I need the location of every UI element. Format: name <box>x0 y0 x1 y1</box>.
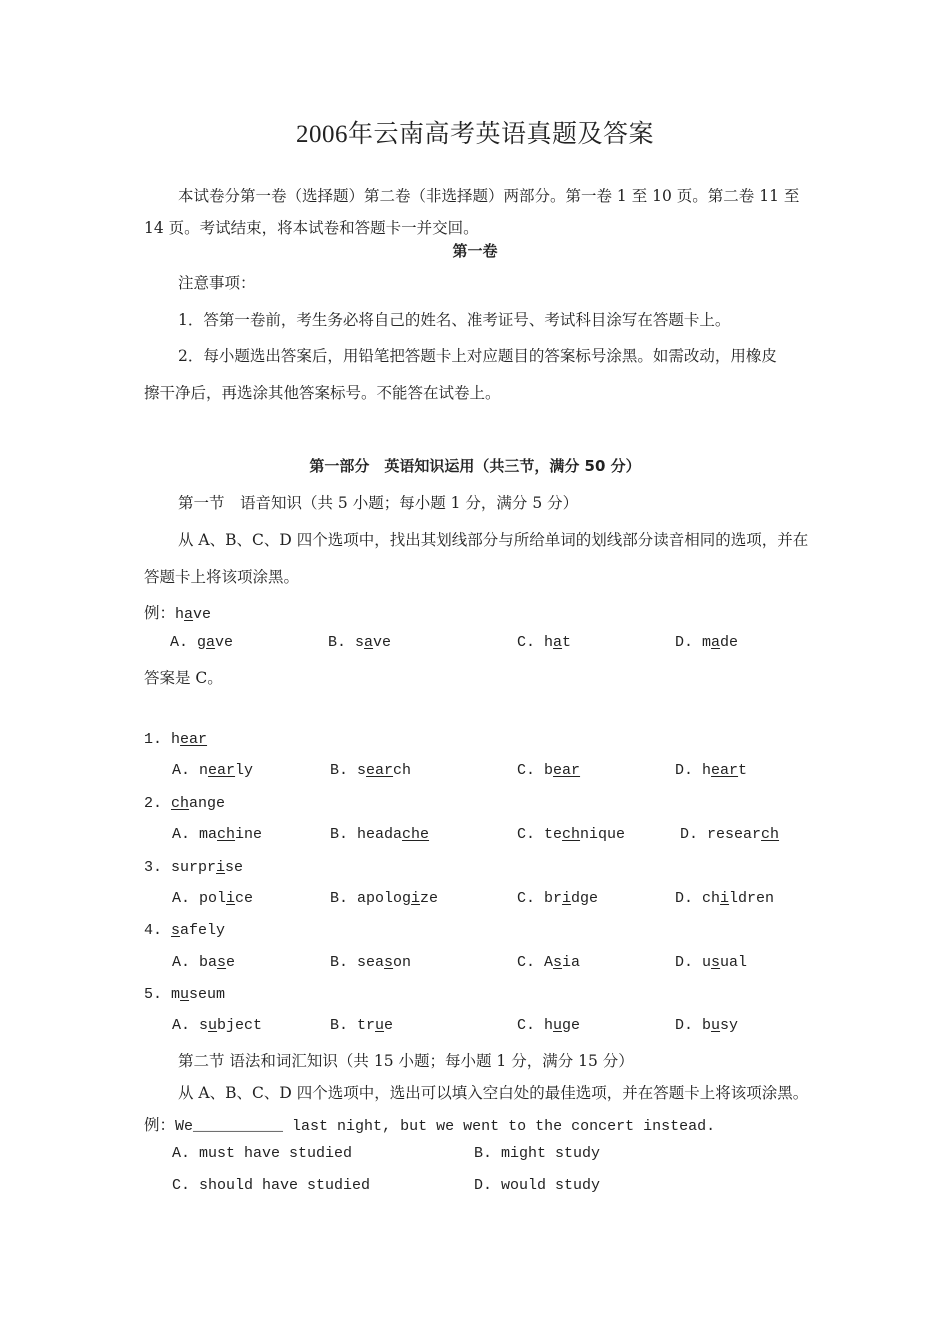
s2-option-b: B. might study <box>474 1145 601 1162</box>
question-1-word: 1. hear <box>144 731 208 748</box>
notes-heading: 注意事项： <box>178 274 256 292</box>
q5-option-c: C. huge <box>517 1017 581 1034</box>
question-1-options <box>0 762 950 782</box>
option-c: C. hat <box>517 634 572 651</box>
q3-option-c: C. bridge <box>517 890 599 907</box>
option-d: D. made <box>675 634 739 651</box>
question-3-options <box>0 890 950 910</box>
question-5-word: 5. museum <box>144 986 226 1003</box>
note-2-line-2: 擦干净后，再选涂其他答案标号。不能答在试卷上。 <box>144 384 501 402</box>
part1-heading: 第一部分 英语知识运用（共三节，满分 50 分） <box>309 457 641 475</box>
q1-option-b: B. search <box>330 762 412 779</box>
q3-option-d: D. children <box>675 890 775 907</box>
q2-option-d: D. research <box>680 826 780 843</box>
q1-option-c: C. bear <box>517 762 581 779</box>
s2-option-d: D. would study <box>474 1177 601 1194</box>
section2-heading: 第二节 语法和词汇知识（共 15 小题；每小题 1 分，满分 15 分） <box>178 1052 634 1070</box>
q5-option-a: A. subject <box>172 1017 263 1034</box>
s2-option-c: C. should have studied <box>172 1177 371 1194</box>
document-title: 2006年云南高考英语真题及答案 <box>295 121 654 148</box>
intro-line-1: 本试卷分第一卷（选择题）第二卷（非选择题）两部分。第一卷 1 至 10 页。第二卷 11 至 <box>178 187 800 205</box>
question-4-word: 4. safely <box>144 922 226 939</box>
question-5-options <box>0 1017 950 1037</box>
question-2-word: 2. change <box>144 795 226 812</box>
q5-option-d: D. busy <box>675 1017 739 1034</box>
question-4-options <box>0 954 950 974</box>
q3-option-b: B. apologize <box>330 890 439 907</box>
q2-option-b: B. headache <box>330 826 430 843</box>
volume-heading: 第一卷 <box>452 242 498 260</box>
q1-option-d: D. heart <box>675 762 748 779</box>
q2-option-a: A. machine <box>172 826 263 843</box>
answer-blank: __________ <box>193 1118 284 1135</box>
q4-option-b: B. season <box>330 954 412 971</box>
note-2-line-1: 2．每小题选出答案后，用铅笔把答题卡上对应题目的答案标号涂黑。如需改动，用橡皮 <box>178 347 777 365</box>
example-options <box>0 634 950 654</box>
question-2-options <box>0 826 950 846</box>
section2-instruction: 从 A、B、C、D 四个选项中，选出可以填入空白处的最佳选项，并在答题卡上将该项涂黑。 <box>178 1084 809 1102</box>
s2-option-a: A. must have studied <box>172 1145 353 1162</box>
section1-instruction-line-2: 答题卡上将该项涂黑。 <box>144 568 300 586</box>
question-3-word: 3. surprise <box>144 859 244 876</box>
section1-heading: 第一节 语音知识（共 5 小题；每小题 1 分，满分 5 分） <box>178 494 579 512</box>
option-a: A. gave <box>170 634 234 651</box>
q3-option-a: A. police <box>172 890 254 907</box>
intro-line-2: 14 页。考试结束，将本试卷和答题卡一并交回。 <box>144 219 479 237</box>
q4-option-c: C. Asia <box>517 954 581 971</box>
section1-instruction-line-1: 从 A、B、C、D 四个选项中，找出其划线部分与所给单词的划线部分读音相同的选项，并在 <box>178 531 809 549</box>
example-answer: 答案是 C。 <box>144 669 223 687</box>
q1-option-a: A. nearly <box>172 762 254 779</box>
example-word: 例：have <box>144 604 212 623</box>
section2-example-sentence: 例：We__________ last night, but we went to the concert instead. <box>144 1116 716 1135</box>
note-1: 1．答第一卷前，考生务必将自己的姓名、准考证号、考试科目涂写在答题卡上。 <box>178 311 731 329</box>
q4-option-a: A. base <box>172 954 236 971</box>
q4-option-d: D. usual <box>675 954 748 971</box>
q5-option-b: B. true <box>330 1017 394 1034</box>
q2-option-c: C. technique <box>517 826 626 843</box>
option-b: B. save <box>328 634 392 651</box>
